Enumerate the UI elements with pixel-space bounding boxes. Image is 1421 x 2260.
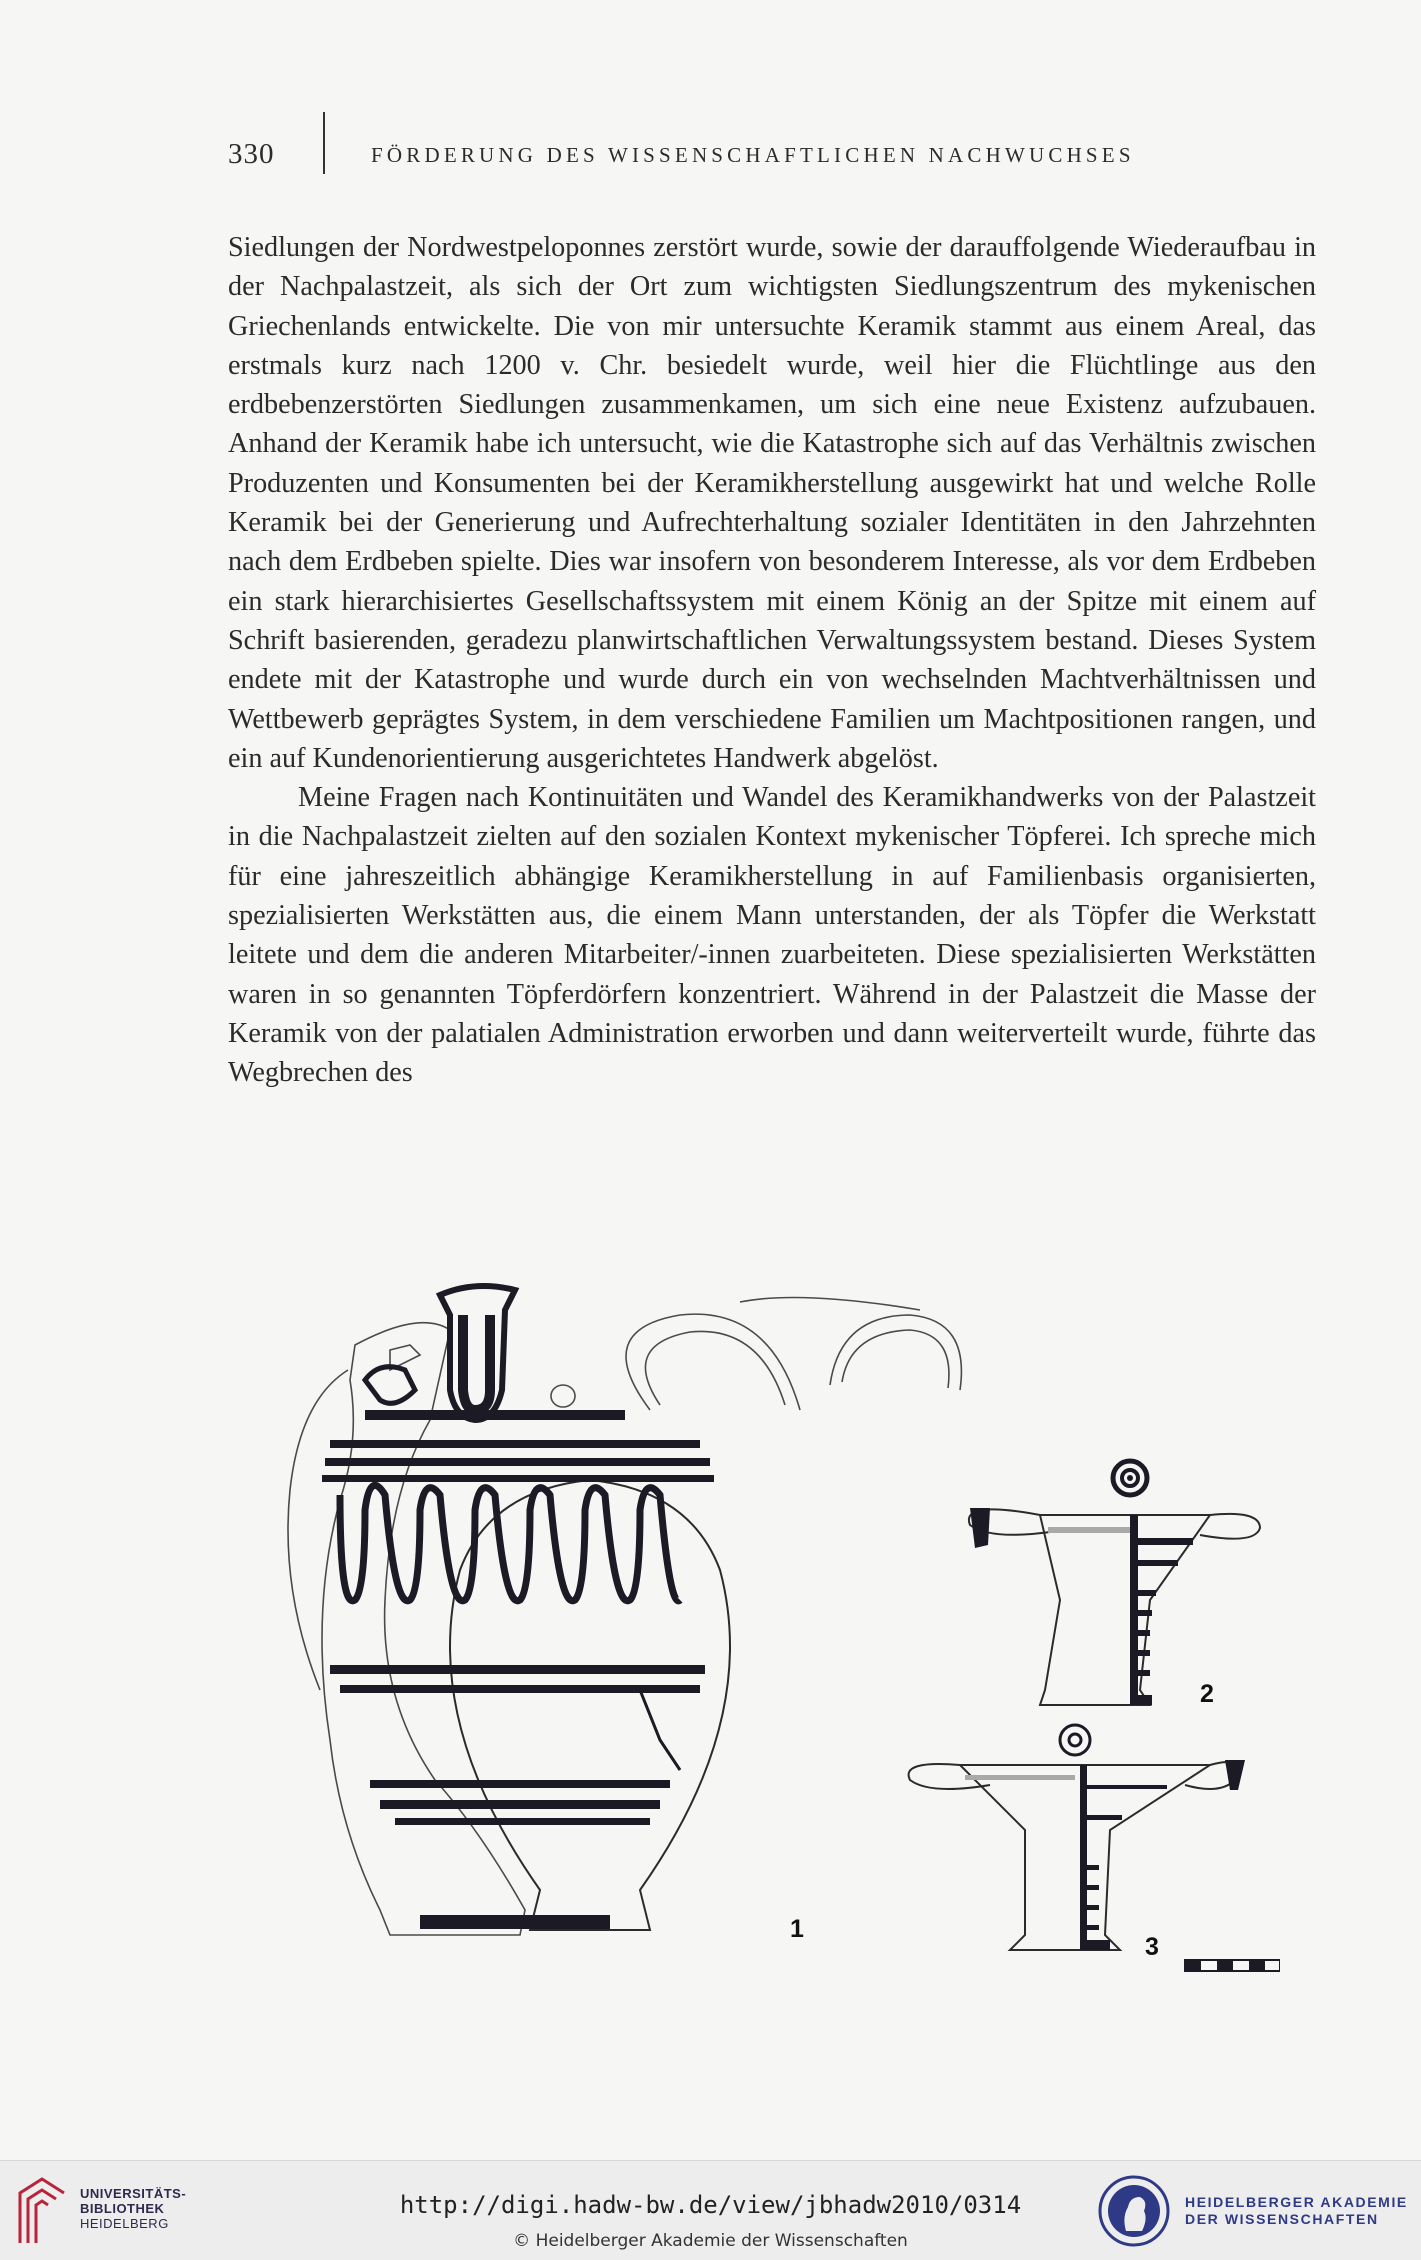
header-divider — [323, 112, 325, 174]
kylix-3 — [909, 1725, 1245, 1950]
body-text — [228, 228, 1316, 1093]
copyright-notice: © Heidelberger Akademie der Wissenschaften — [513, 2231, 908, 2251]
academy-name — [1185, 2194, 1408, 2228]
running-head — [228, 138, 1218, 178]
digitization-footer — [0, 2160, 1421, 2260]
kylix-2 — [969, 1461, 1260, 1705]
jar-body-outline — [450, 1480, 730, 1930]
figure-label-1: 1 — [790, 1915, 804, 1943]
library-name-line: UNIVERSITÄTS- — [80, 2186, 187, 2201]
jar-broken-neck — [365, 1367, 415, 1404]
library-name-line: HEIDELBERG — [80, 2216, 169, 2231]
academy-name-line: HEIDELBERGER AKADEMIE — [1185, 2194, 1408, 2210]
paragraph: Meine Fragen nach Kontinuitäten und Wandel des Keramikhandwerks von der Palastzeit in die Nachpalastzeit zielten auf den sozialen Kontext mykenischer Töpferei. Ich spreche mich für eine jahreszeitlich abhängige Keramikherstellung in auf Familienbasis organisierten, spezialisierten Werkstätten aus, die einem Mann unterstanden, der als Töpfer die Werkstatt leitete und dem die anderen Mitarbeiter/-innen zuarbeiteten. Diese spezialisierten Werkstätten waren in so genannten Töpferdörfern konzentriert. Während in der Palastzeit die Masse der Keramik von der palatialen Administration erworben und dann weiterverteilt wurde, führte das Wegbrechen des — [228, 782, 1316, 1089]
permalink-url[interactable]: http://digi.hadw-bw.de/view/jbhadw2010/0314 — [399, 2191, 1022, 2219]
academy-name-line: DER WISSENSCHAFTEN — [1185, 2211, 1379, 2227]
academy-seal-icon — [1096, 2173, 1172, 2249]
page-number: 330 — [228, 138, 275, 170]
stirrup-jar-1 — [322, 1286, 730, 1930]
library-name-line: BIBLIOTHEK — [80, 2201, 165, 2216]
background-amphora-outline — [551, 1298, 961, 1411]
figure-label-2: 2 — [1200, 1680, 1214, 1708]
jar-spout — [440, 1286, 515, 1420]
jar-wavy-band — [340, 1485, 680, 1600]
scale-bar — [1185, 1960, 1280, 1971]
figure-label-3: 3 — [1145, 1933, 1159, 1961]
pottery-drawings — [270, 1270, 1280, 1990]
paragraph: Siedlungen der Nordwestpeloponnes zerstört wurde, sowie der darauffolgende Wiederaufbau in der Nachpalastzeit, als sich der Ort zum wichtigsten Siedlungszentrum des mykenischen Griechenlands entwickelte. Die von mir untersuchte Keramik stammt aus einem Areal, das erstmals kurz nach 1200 v. Chr. besiedelt wurde, weil hier die Flüchtlinge aus den erdbebenzerstörten Siedlungen zusammenkamen, um sich eine neue Existenz aufzubauen. Anhand der Keramik habe ich untersucht, wie die Katastrophe sich auf das Verhältnis zwischen Produzenten und Konsumenten bei der Keramikherstellung ausgewirkt hat und welche Rolle Keramik bei der Generierung und Aufrechterhaltung sozialer Identitäten in den Jahrzehnten nach dem Erdbeben spielte. Dies war insofern von besonderem Interesse, als vor dem Erdbeben ein stark hierarchisiertes Gesellschaftssystem mit einem König an der Spitze mit einem auf Schrift basierenden, geradezu planwirtschaftlichen Verwaltungssystem bestand. Dieses System endete mit der Katastrophe und wurde durch ein von wechselnden Machtverhältnissen und Wettbewerb geprägtes System, in dem verschiedene Familien um Machtpositionen rangen, und ein auf Kundenorientierung ausgerichtetes Handwerk abgelöst. — [228, 232, 1316, 774]
running-head-title: FÖRDERUNG DES WISSENSCHAFTLICHEN NACHWUCHSES — [371, 143, 1135, 167]
pottery-figure — [270, 1270, 1280, 1990]
